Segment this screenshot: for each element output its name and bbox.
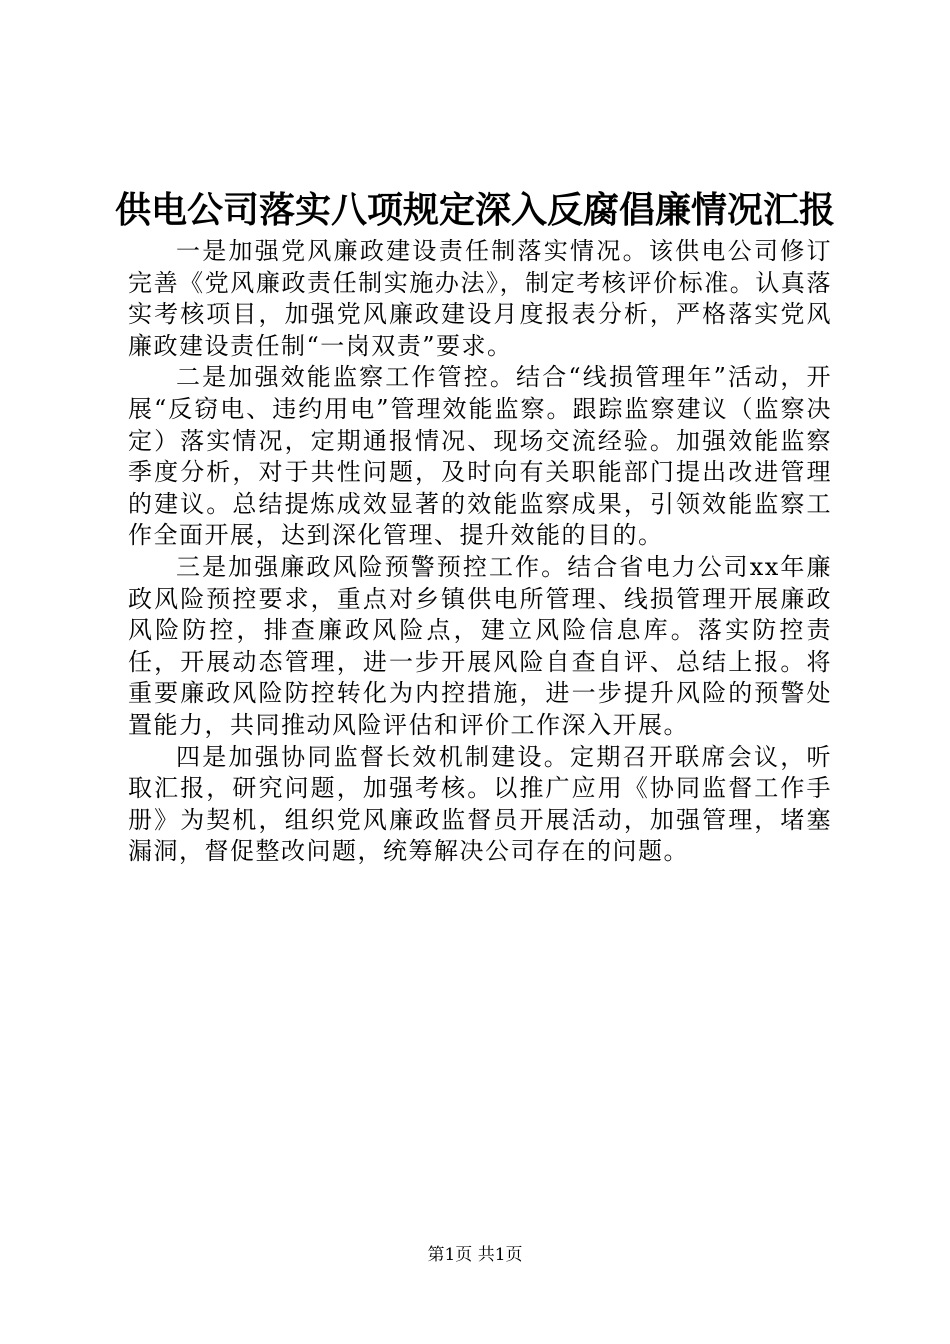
page-footer: 第1页 共1页 (427, 1245, 523, 1265)
paragraph-2: 二是加强效能监察工作管控。结合“线损管理年”活动，开展“反窃电、违约用电”管理效能监察。跟踪监察建议（监察决定）落实情况，定期通报情况、现场交流经验。加强效能监察季度分析，对于共性问题，及时向有关职能部门提出改进管理的建议。总结提炼成效显著的效能监察成果，引领效能监察工作全面开展，达到深化管理、提升效能的目的。 (128, 363, 832, 550)
document-body (128, 236, 832, 868)
paragraph-1: 一是加强党风廉政建设责任制落实情况。该供电公司修订完善《党风廉政责任制实施办法》，制定考核评价标准。认真落实考核项目，加强党风廉政建设月度报表分析，严格落实党风廉政建设责任制“一岗双责”要求。 (128, 237, 832, 360)
document-title: 供电公司落实八项规定深入反腐倡廉情况汇报 (114, 189, 835, 231)
paragraph-3: 三是加强廉政风险预警预控工作。结合省电力公司xx年廉政风险预控要求，重点对乡镇供电所管理、线损管理开展廉政风险防控，排查廉政风险点，建立风险信息库。落实防控责任，开展动态管理，进一步开展风险自查自评、总结上报。将重要廉政风险防控转化为内控措施，进一步提升风险的预警处置能力，共同推动风险评估和评价工作深入开展。 (128, 552, 832, 739)
paragraph-4: 四是加强协同监督长效机制建设。定期召开联席会议，听取汇报，研究问题，加强考核。以推广应用《协同监督工作手册》为契机，组织党风廉政监督员开展活动，加强管理，堵塞漏洞，督促整改问题，统筹解决公司存在的问题。 (128, 742, 832, 866)
